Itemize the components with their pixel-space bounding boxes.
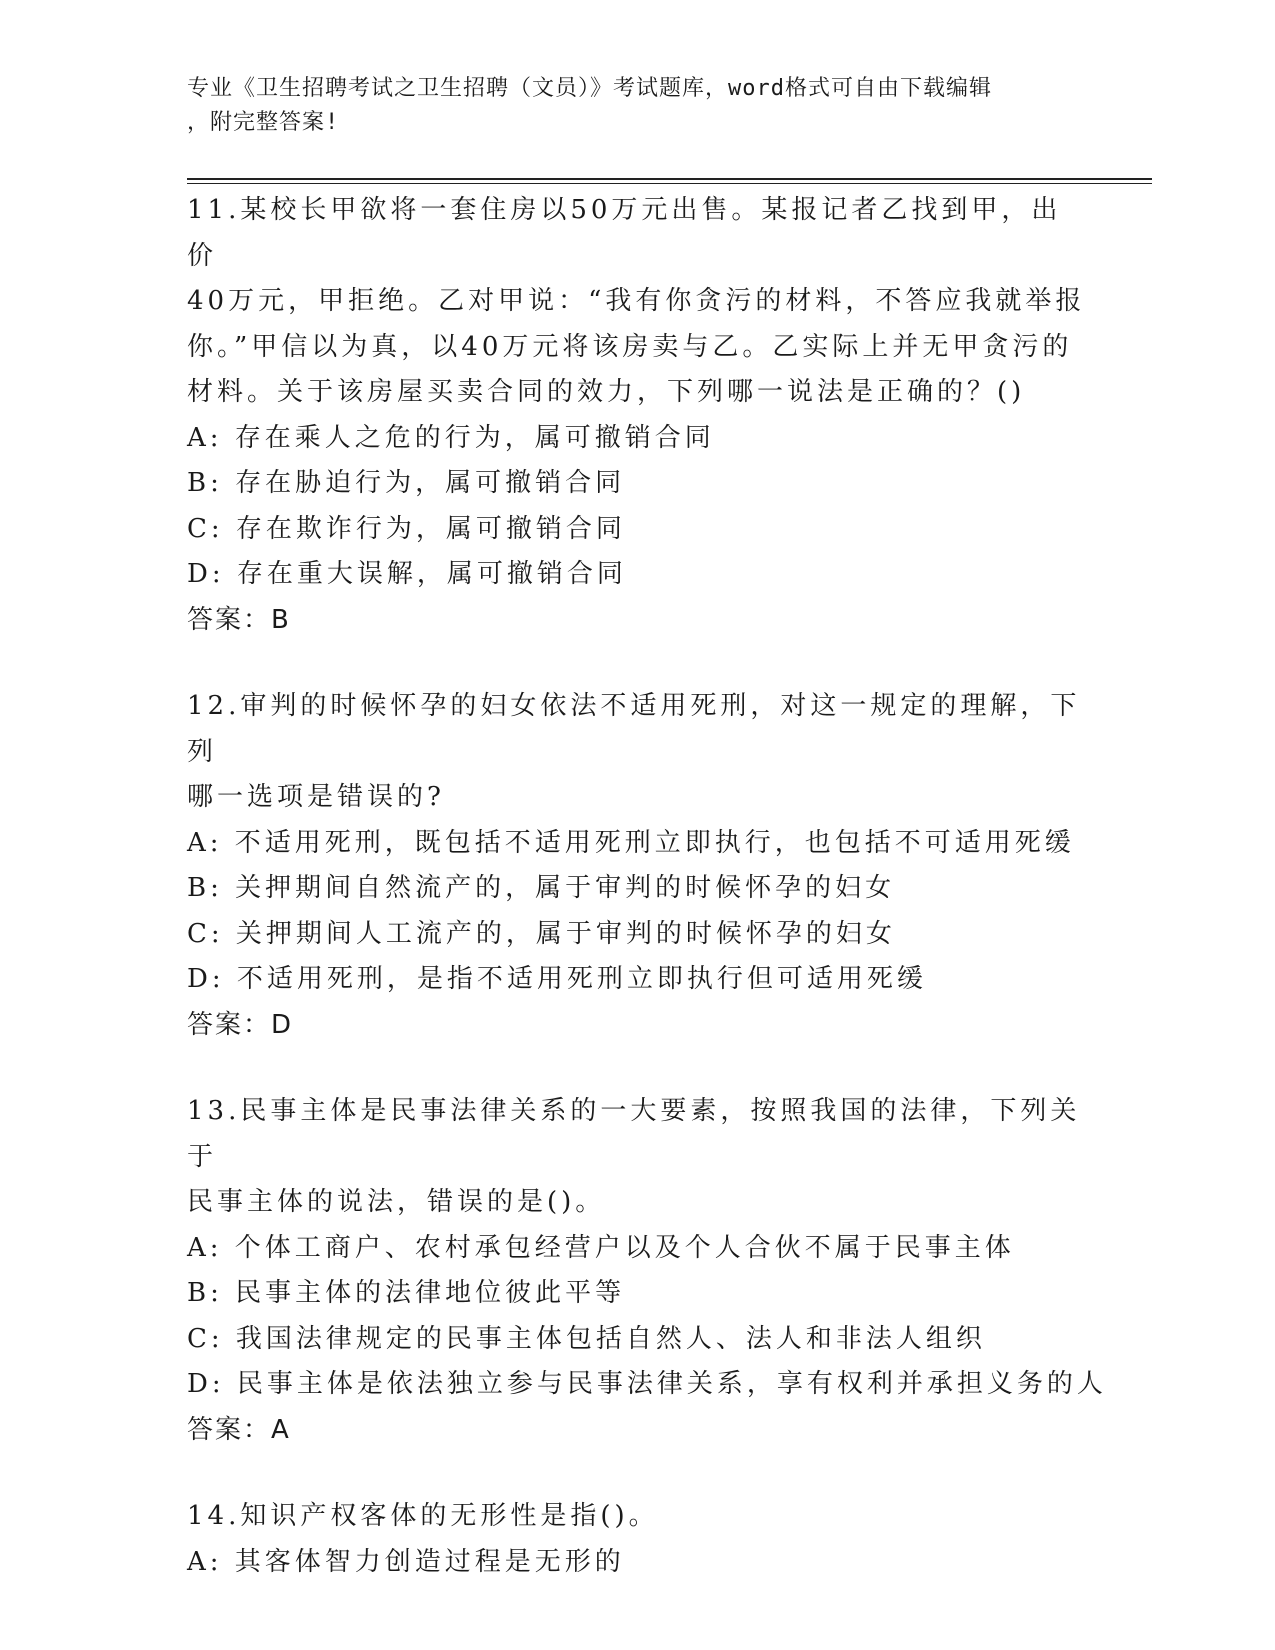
option-c: C: 关押期间人工流产的，属于审判的时候怀孕的妇女	[187, 918, 896, 949]
question-stem-line: 11.某校长甲欲将一套住房以50万元出售。某报记者乙找到甲，出价	[187, 195, 1062, 271]
question-list	[187, 188, 1107, 1626]
option-a: A: 存在乘人之危的行为，属可撤销合同	[187, 422, 715, 453]
option-b: B: 关押期间自然流产的，属于审判的时候怀孕的妇女	[187, 873, 896, 903]
option-a: A: 不适用死刑，既包括不适用死刑立即执行，也包括不可适用死缓	[187, 827, 1075, 858]
answer-line: 答案：D	[187, 1009, 294, 1040]
question-11	[187, 188, 1087, 643]
option-c: C: 我国法律规定的民事主体包括自然人、法人和非法人组织	[187, 1323, 986, 1354]
question-stem-line: 民事主体的说法，错误的是()。	[187, 1187, 606, 1217]
answer-line: 答案：B	[187, 604, 291, 635]
option-c: C: 存在欺诈行为，属可撤销合同	[187, 513, 626, 544]
option-d: D: 存在重大误解，属可撤销合同	[187, 559, 627, 589]
option-a: A: 个体工商户、农村承包经营户以及个人合伙不属于民事主体	[187, 1232, 1015, 1263]
answer-line: 答案：A	[187, 1414, 291, 1445]
option-a: A: 其客体智力创造过程是无形的	[187, 1546, 625, 1577]
header-line-1: 专业《卫生招聘考试之卫生招聘（文员）》考试题库，word格式可自由下载编辑	[187, 76, 992, 101]
option-d: D: 民事主体是依法独立参与民事法律关系，享有权利并承担义务的人	[187, 1369, 1107, 1399]
question-14	[187, 1494, 1087, 1585]
document-header	[187, 72, 1067, 140]
question-stem-line: 13.民事主体是民事法律关系的一大要素，按照我国的法律，下列关于	[187, 1096, 1081, 1172]
header-divider-thick	[187, 178, 1152, 180]
header-line-2: ，附完整答案!	[187, 110, 340, 135]
question-stem-line: 你。”甲信以为真，以40万元将该房卖与乙。乙实际上并无甲贪污的	[187, 331, 1073, 362]
question-stem-line: 40万元，甲拒绝。乙对甲说：“我有你贪污的材料，不答应我就举报	[187, 286, 1086, 316]
question-13	[187, 1089, 1107, 1453]
question-stem-line: 12.审判的时候怀孕的妇女依法不适用死刑，对这一规定的理解，下列	[187, 691, 1081, 767]
question-stem-line: 14.知识产权客体的无形性是指()。	[187, 1501, 659, 1531]
question-stem-line: 材料。关于该房屋买卖合同的效力，下列哪一说法是正确的？()	[187, 377, 1026, 407]
question-stem-line: 哪一选项是错误的?	[187, 782, 445, 812]
option-b: B: 存在胁迫行为，属可撤销合同	[187, 468, 626, 498]
option-d: D: 不适用死刑，是指不适用死刑立即执行但可适用死缓	[187, 964, 927, 994]
question-12	[187, 684, 1087, 1048]
option-b: B: 民事主体的法律地位彼此平等	[187, 1278, 626, 1308]
header-divider-thin	[187, 183, 1152, 184]
